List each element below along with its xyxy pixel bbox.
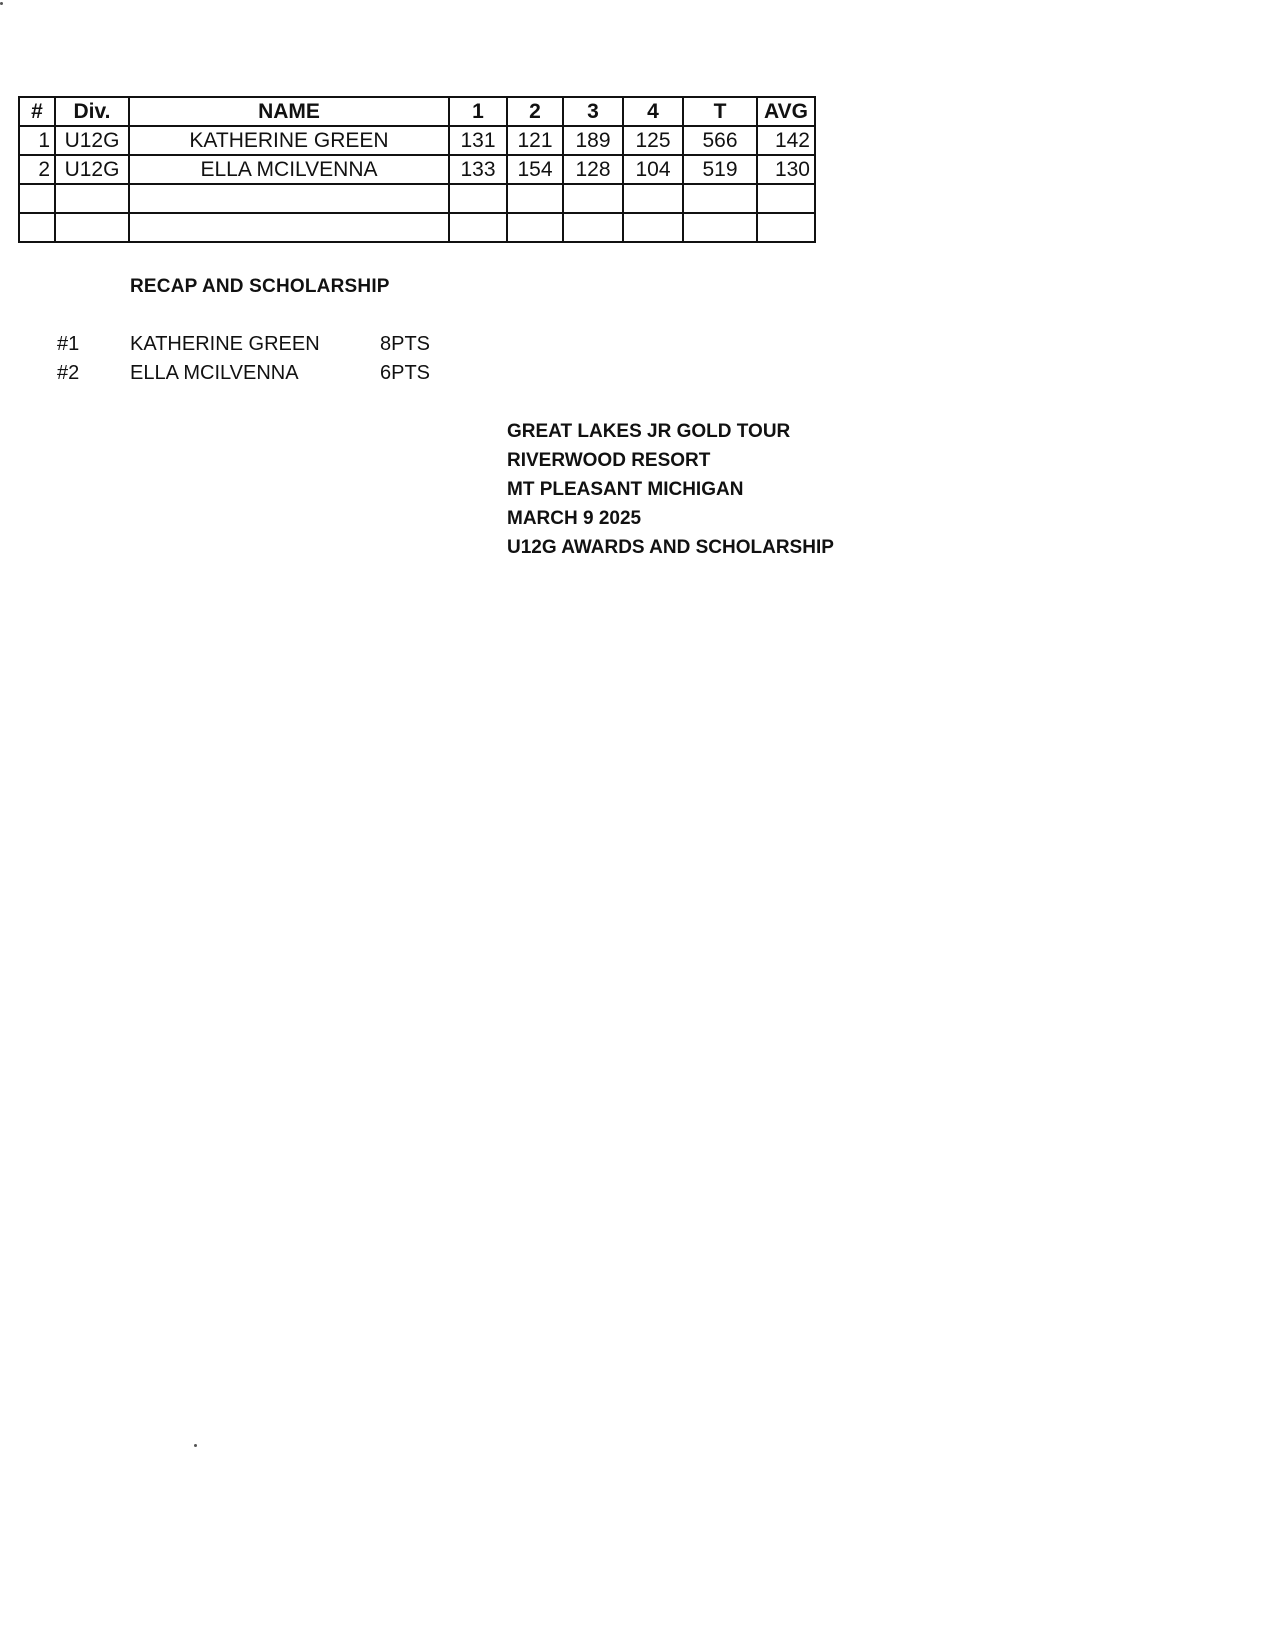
cell-game-2 [507, 213, 563, 242]
recap-points: 6PTS [380, 362, 431, 384]
cell-game-3 [563, 184, 623, 213]
cell-name: KATHERINE GREEN [129, 126, 449, 155]
header-division: Div. [55, 97, 129, 126]
header-game-2: 2 [507, 97, 563, 126]
cell-total: 519 [683, 155, 757, 184]
header-game-4: 4 [623, 97, 683, 126]
cell-game-4 [623, 184, 683, 213]
event-awards-title: U12G AWARDS AND SCHOLARSHIP [507, 537, 834, 558]
recap-points: 8PTS [380, 333, 431, 355]
cell-division: U12G [55, 155, 129, 184]
cell-rank [19, 184, 55, 213]
cell-game-4: 104 [623, 155, 683, 184]
cell-total [683, 213, 757, 242]
cell-average [757, 184, 815, 213]
recap-rank: #1 [57, 333, 80, 355]
cell-division: U12G [55, 126, 129, 155]
cell-game-1: 131 [449, 126, 507, 155]
header-rank: # [19, 97, 55, 126]
cell-game-4 [623, 213, 683, 242]
recap-name: ELLA MCILVENNA [130, 362, 299, 384]
cell-game-2 [507, 184, 563, 213]
cell-rank [19, 213, 55, 242]
header-name: NAME [129, 97, 449, 126]
header-game-1: 1 [449, 97, 507, 126]
recap-rank: #2 [57, 362, 80, 384]
cell-game-4: 125 [623, 126, 683, 155]
recap-name: KATHERINE GREEN [130, 333, 320, 355]
cell-game-1: 133 [449, 155, 507, 184]
header-game-3: 3 [563, 97, 623, 126]
table-row [19, 155, 815, 184]
header-total: T [683, 97, 757, 126]
cell-name [129, 184, 449, 213]
event-info-block [507, 417, 834, 562]
table-row [19, 126, 815, 155]
event-venue: RIVERWOOD RESORT [507, 450, 711, 471]
scan-speck [0, 2, 3, 5]
event-location: MT PLEASANT MICHIGAN [507, 479, 744, 500]
cell-game-2: 121 [507, 126, 563, 155]
cell-game-3: 128 [563, 155, 623, 184]
cell-average [757, 213, 815, 242]
cell-name [129, 213, 449, 242]
cell-rank: 1 [19, 126, 55, 155]
table-header-row [19, 97, 815, 126]
scores-table [18, 96, 816, 243]
table-row [19, 184, 815, 213]
event-date: MARCH 9 2025 [507, 508, 642, 529]
cell-total [683, 184, 757, 213]
cell-division [55, 213, 129, 242]
cell-rank: 2 [19, 155, 55, 184]
cell-total: 566 [683, 126, 757, 155]
cell-division [55, 184, 129, 213]
cell-average: 130 [757, 155, 815, 184]
cell-game-1 [449, 213, 507, 242]
recap-title: RECAP AND SCHOLARSHIP [130, 276, 390, 297]
scan-speck [194, 1444, 197, 1447]
cell-game-2: 154 [507, 155, 563, 184]
cell-game-1 [449, 184, 507, 213]
cell-game-3 [563, 213, 623, 242]
table-row [19, 213, 815, 242]
event-tour-name: GREAT LAKES JR GOLD TOUR [507, 421, 791, 442]
header-average: AVG [757, 97, 815, 126]
cell-game-3: 189 [563, 126, 623, 155]
cell-name: ELLA MCILVENNA [129, 155, 449, 184]
cell-average: 142 [757, 126, 815, 155]
